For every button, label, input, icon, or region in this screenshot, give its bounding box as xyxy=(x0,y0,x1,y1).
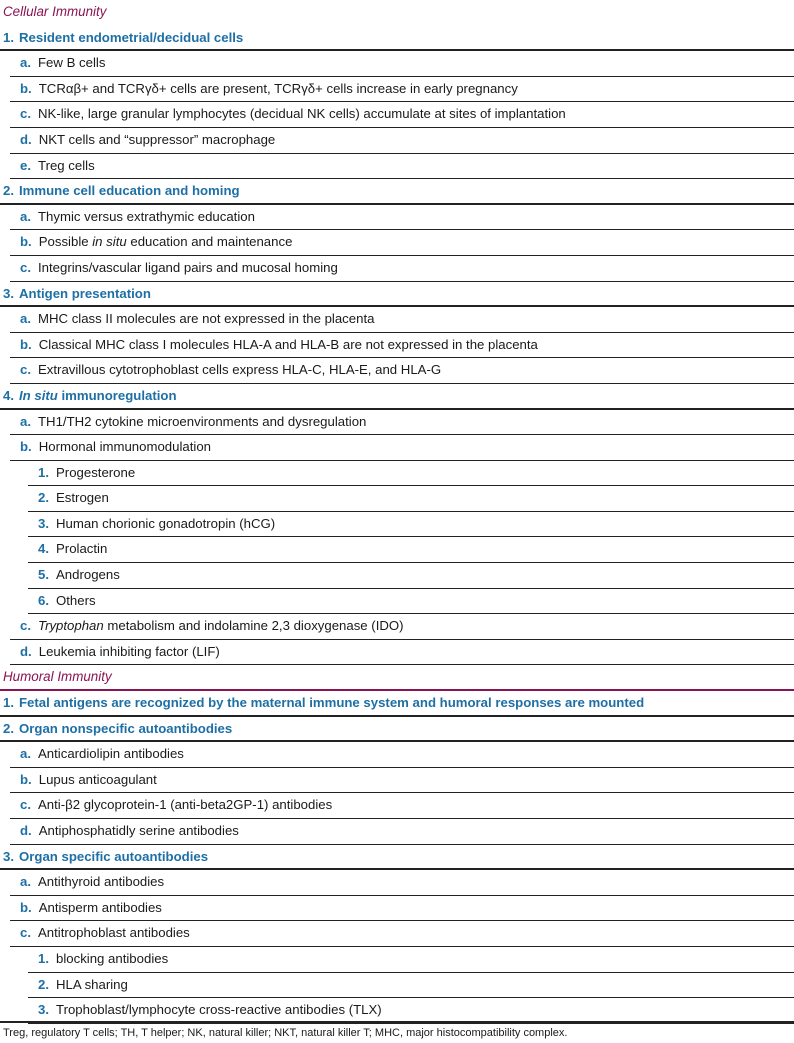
group-heading xyxy=(0,282,794,308)
sub-item-marker: 1. xyxy=(38,464,49,480)
sub-item-text: Human chorionic gonadotropin (hCG) xyxy=(56,515,276,531)
section-title-text: Humoral Immunity xyxy=(3,669,112,685)
group-heading xyxy=(0,717,794,743)
item-text: Classical MHC class I molecules HLA-A and HLA-B are not expressed in the placenta xyxy=(38,336,538,352)
sub-item-marker: 3. xyxy=(38,515,49,531)
group-number: 2. xyxy=(3,183,14,199)
item-text: Leukemia inhibiting factor (LIF) xyxy=(38,643,220,659)
sub-item xyxy=(0,947,794,973)
item-text: metabolism and indolamine 2,3 dioxygenase (IDO) xyxy=(103,618,404,634)
item-text: Anti-β2 glycoprotein-1 (anti-beta2GP-1) antibodies xyxy=(38,797,333,813)
item-text: NK-like, large granular lymphocytes (decidual NK cells) accumulate at sites of implantation xyxy=(38,106,566,122)
group-heading-text: Antigen presentation xyxy=(19,285,151,301)
item-text: Anticardiolipin antibodies xyxy=(38,746,184,762)
sub-item-marker: 6. xyxy=(38,592,49,608)
group-heading xyxy=(0,26,794,52)
sub-item-text: Prolactin xyxy=(56,541,108,557)
group-heading xyxy=(0,845,794,871)
item-text: Thymic versus extrathymic education xyxy=(38,208,255,224)
sub-item xyxy=(0,461,794,487)
list-item xyxy=(0,921,794,947)
item-text: in situ xyxy=(92,234,127,250)
item-text: Antithyroid antibodies xyxy=(38,874,165,890)
list-item xyxy=(0,205,794,231)
item-marker: a. xyxy=(20,746,31,762)
sub-item-text: HLA sharing xyxy=(56,976,128,992)
item-marker: b. xyxy=(20,899,32,915)
list-item xyxy=(0,793,794,819)
item-marker: a. xyxy=(20,413,31,429)
group-heading-text: Immune cell education and homing xyxy=(19,183,240,199)
sub-item-text: Trophoblast/lymphocyte cross-reactive antibodies (TLX) xyxy=(56,1002,382,1018)
list-item xyxy=(0,870,794,896)
item-marker: c. xyxy=(20,925,31,941)
group-heading xyxy=(0,179,794,205)
sub-item xyxy=(0,998,794,1024)
list-item xyxy=(0,77,794,103)
group-number: 2. xyxy=(3,720,14,736)
sub-item-text: blocking antibodies xyxy=(56,950,169,966)
list-item xyxy=(0,358,794,384)
list-item xyxy=(0,435,794,461)
list-item xyxy=(0,640,794,666)
sub-item xyxy=(0,537,794,563)
item-marker: a. xyxy=(20,311,31,327)
section-title-text: Cellular Immunity xyxy=(3,4,107,19)
group-heading xyxy=(0,384,794,410)
item-text: Tryptophan xyxy=(38,618,104,634)
item-text: TH1/TH2 cytokine microenvironments and dysregulation xyxy=(38,413,367,429)
list-item xyxy=(0,614,794,640)
item-text: Integrins/vascular ligand pairs and mucosal homing xyxy=(38,259,338,275)
item-marker: c. xyxy=(20,259,31,275)
group-number: 4. xyxy=(3,387,14,403)
sub-item xyxy=(0,486,794,512)
group-number: 3. xyxy=(3,285,14,301)
group-number: 1. xyxy=(3,695,14,711)
item-text: education and maintenance xyxy=(126,234,293,250)
list-item xyxy=(0,307,794,333)
sub-item-text: Androgens xyxy=(56,567,120,583)
item-marker: b. xyxy=(20,439,32,455)
group-heading-text: Resident endometrial/decidual cells xyxy=(19,29,244,45)
list-item xyxy=(0,51,794,77)
item-text: Few B cells xyxy=(38,55,106,71)
item-text: Antitrophoblast antibodies xyxy=(38,925,190,941)
item-marker: a. xyxy=(20,55,31,71)
section-title xyxy=(0,665,794,691)
item-marker: d. xyxy=(20,131,32,147)
sub-item xyxy=(0,589,794,615)
group-number: 3. xyxy=(3,848,14,864)
item-marker: c. xyxy=(20,618,31,634)
sub-item-marker: 3. xyxy=(38,1002,49,1018)
group-heading-text: immunoregulation xyxy=(57,387,177,403)
section-title xyxy=(0,0,794,26)
item-marker: d. xyxy=(20,643,32,659)
item-text: Lupus anticoagulant xyxy=(38,771,157,787)
sub-item xyxy=(0,563,794,589)
sub-item-marker: 2. xyxy=(38,490,49,506)
sub-item-marker: 2. xyxy=(38,976,49,992)
item-text: MHC class II molecules are not expressed in the placenta xyxy=(38,311,375,327)
sub-item-marker: 1. xyxy=(38,950,49,966)
list-item xyxy=(0,333,794,359)
item-marker: a. xyxy=(20,208,31,224)
list-item xyxy=(0,742,794,768)
group-heading xyxy=(0,691,794,717)
item-text: TCRαβ+ and TCRγδ+ cells are present, TCRγδ+ cells increase in early pregnancy xyxy=(38,80,518,96)
group-heading-text: Organ specific autoantibodies xyxy=(19,848,209,864)
sub-item xyxy=(0,973,794,999)
group-number: 1. xyxy=(3,29,14,45)
item-text: Hormonal immunomodulation xyxy=(38,439,211,455)
sub-item-text: Others xyxy=(56,592,96,608)
item-marker: c. xyxy=(20,362,31,378)
item-text: Treg cells xyxy=(38,157,95,173)
item-marker: b. xyxy=(20,771,32,787)
list-item xyxy=(0,154,794,180)
item-marker: d. xyxy=(20,823,32,838)
item-marker: c. xyxy=(20,106,31,122)
list-item xyxy=(0,128,794,154)
sub-item xyxy=(0,512,794,538)
sub-item-text: Progesterone xyxy=(56,464,136,480)
item-text: Extravillous cytotrophoblast cells express HLA-C, HLA-E, and HLA-G xyxy=(38,362,442,378)
list-item xyxy=(0,256,794,282)
item-marker: e. xyxy=(20,157,31,173)
item-marker: b. xyxy=(20,234,32,250)
item-text: Possible xyxy=(38,234,93,250)
group-heading-text: Fetal antigens are recognized by the maternal immune system and humoral responses are mounted xyxy=(19,695,645,711)
item-marker: a. xyxy=(20,874,31,890)
footnote: Treg, regulatory T cells; TH, T helper; NK, natural killer; NKT, natural killer T; MHC, major histocompatibility complex. xyxy=(0,1021,794,1043)
item-text: Antiphosphatidly serine antibodies xyxy=(38,823,239,838)
sub-item-marker: 5. xyxy=(38,567,49,583)
group-heading-text: Organ nonspecific autoantibodies xyxy=(19,720,233,736)
list-item xyxy=(0,768,794,794)
list-item xyxy=(0,896,794,922)
group-heading-text: In situ xyxy=(19,387,58,403)
list-item xyxy=(0,102,794,128)
list-item xyxy=(0,230,794,256)
item-text: Antisperm antibodies xyxy=(38,899,162,915)
item-marker: c. xyxy=(20,797,31,813)
item-marker: b. xyxy=(20,80,32,96)
sub-item-marker: 4. xyxy=(38,541,49,557)
item-text: NKT cells and “suppressor” macrophage xyxy=(38,131,276,147)
list-item xyxy=(0,819,794,845)
list-item xyxy=(0,410,794,436)
sub-item-text: Estrogen xyxy=(56,490,109,506)
item-marker: b. xyxy=(20,336,32,352)
